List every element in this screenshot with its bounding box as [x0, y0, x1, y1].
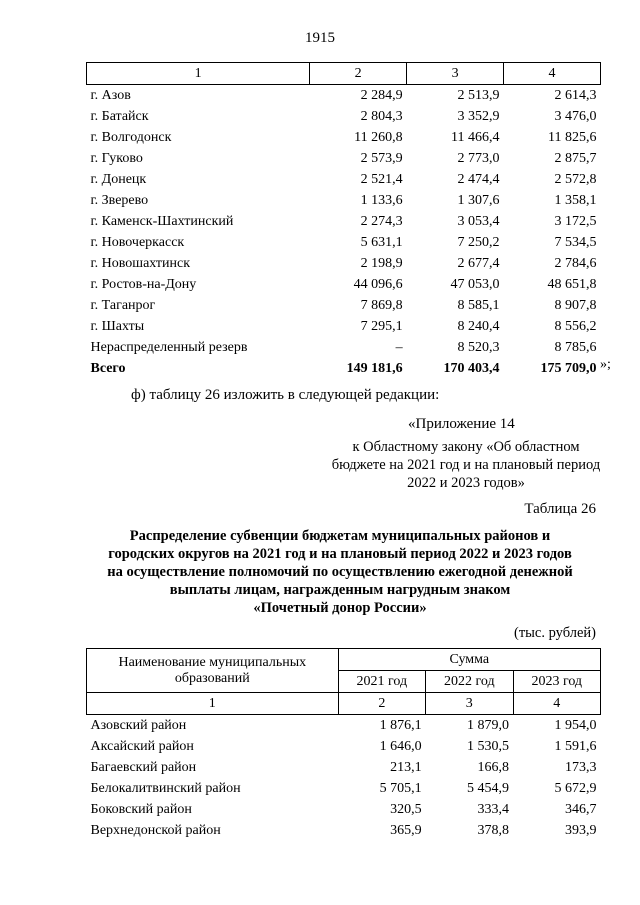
value-2021: 44 096,6: [353, 277, 403, 292]
header-cell: 3: [407, 63, 504, 85]
row-name: г. Азов: [90, 88, 131, 103]
value-2023: 3 476,0: [554, 109, 597, 124]
table-row: [87, 736, 601, 757]
value-2021: 2 521,4: [360, 172, 403, 187]
value-2021: 2 274,3: [360, 214, 403, 229]
table-row: [87, 85, 601, 107]
value-2021: 2 573,9: [360, 151, 403, 166]
table-row: [87, 820, 601, 841]
row-name: Белокалитвинский район: [90, 781, 241, 796]
row-name: Аксайский район: [90, 739, 194, 754]
year-cell: 2023 год: [513, 671, 600, 693]
value-2022: 378,8: [477, 823, 510, 838]
row-name: г. Новошахтинск: [90, 256, 191, 271]
value-2022: 2 677,4: [457, 256, 500, 271]
table-row: [87, 274, 601, 295]
table-row: [87, 253, 601, 274]
table-row: [87, 715, 601, 737]
budget-table-cities: [86, 62, 601, 379]
header-cell: 4: [504, 63, 601, 85]
value-2023: 1 954,0: [554, 718, 597, 733]
row-name: Верхнедонской район: [90, 823, 221, 838]
value-2023: 173,3: [565, 760, 597, 775]
value-2023: 11 825,6: [548, 130, 597, 145]
value-2022: 3 352,9: [457, 109, 500, 124]
value-2021: 2 284,9: [360, 88, 403, 103]
row-name: г. Шахты: [90, 319, 145, 334]
table-row: [87, 316, 601, 337]
value-2023: 2 875,7: [554, 151, 597, 166]
value-2022: 166,8: [477, 760, 510, 775]
amendment-paragraph: ф) таблицу 26 изложить в следующей редакции:: [131, 387, 440, 403]
table-row: [87, 232, 601, 253]
row-name: г. Ростов-на-Дону: [90, 277, 197, 292]
value-2021: 1 646,0: [379, 739, 422, 754]
total-label: Всего: [90, 361, 126, 376]
title-line: «Почетный донор России»: [253, 600, 427, 616]
total-suffix: »;: [600, 357, 611, 372]
value-2022: 1 879,0: [467, 718, 510, 733]
year-cell: 2021 год: [338, 671, 425, 693]
value-2021: 5 631,1: [360, 235, 403, 250]
value-2021: 5 705,1: [379, 781, 422, 796]
row-name: г. Каменск-Шахтинский: [90, 214, 234, 229]
total-value-2023: 175 709,0: [540, 361, 597, 376]
page-number: 1915: [305, 30, 335, 46]
number-row: [87, 693, 601, 715]
table-row: [87, 295, 601, 316]
table-row: [87, 778, 601, 799]
row-name: г. Таганрог: [90, 298, 156, 313]
number-cell: 2: [338, 693, 425, 715]
row-name: Багаевский район: [90, 760, 197, 775]
value-2023: 1 358,1: [554, 193, 597, 208]
row-name: г. Донецк: [90, 172, 147, 187]
value-2023: 393,9: [565, 823, 597, 838]
value-2021: 11 260,8: [354, 130, 403, 145]
value-2022: 8 240,4: [457, 319, 500, 334]
value-2022: 1 307,6: [457, 193, 500, 208]
value-2021: 7 295,1: [360, 319, 403, 334]
table-header-row: [87, 63, 601, 85]
number-cell: 3: [426, 693, 513, 715]
table-row: [87, 190, 601, 211]
appendix-label: «Приложение 14: [408, 416, 515, 432]
value-2023: 8 907,8: [554, 298, 597, 313]
total-value-2022: 170 403,4: [443, 361, 500, 376]
value-2021: 320,5: [390, 802, 422, 817]
title-line: городских округов на 2021 год и на плановый период 2022 и 2023 годов: [108, 546, 572, 562]
header-row: [87, 649, 601, 671]
value-2022: 8 520,3: [457, 340, 500, 355]
row-name: г. Гуково: [90, 151, 143, 166]
title-line: на осуществление полномочий по осуществлению ежегодной денежной: [107, 564, 573, 580]
value-2022: 5 454,9: [467, 781, 510, 796]
row-name: г. Новочеркасск: [90, 235, 185, 250]
value-2023: 5 672,9: [554, 781, 597, 796]
header-sum-cell: Сумма: [338, 649, 600, 671]
number-cell: 1: [87, 693, 339, 715]
value-2022: 2 474,4: [457, 172, 500, 187]
table-row: [87, 337, 601, 358]
value-2023: 48 651,8: [547, 277, 597, 292]
header-cell: 2: [310, 63, 407, 85]
value-2021: 365,9: [390, 823, 422, 838]
value-2023: 1 591,6: [554, 739, 597, 754]
year-cell: 2022 год: [426, 671, 513, 693]
row-name: г. Зверево: [90, 193, 149, 208]
value-2023: 2 614,3: [554, 88, 597, 103]
value-2022: 47 053,0: [450, 277, 500, 292]
table-title: [80, 527, 600, 617]
value-2022: 3 053,4: [457, 214, 500, 229]
table-row: [87, 799, 601, 820]
table-row: [87, 106, 601, 127]
units-label: (тыс. рублей): [514, 625, 596, 641]
value-2021: 1 133,6: [360, 193, 403, 208]
value-2023: 346,7: [565, 802, 597, 817]
table-row: [87, 169, 601, 190]
row-name: г. Волгодонск: [90, 130, 172, 145]
value-2022: 2 513,9: [457, 88, 500, 103]
total-value-2021: 149 181,6: [346, 361, 403, 376]
row-name: Боковский район: [90, 802, 192, 817]
value-2022: 333,4: [477, 802, 510, 817]
value-2022: 11 466,4: [451, 130, 500, 145]
value-2022: 8 585,1: [457, 298, 500, 313]
title-line: Распределение субвенции бюджетам муниципальных районов и: [129, 528, 551, 544]
value-2023: 7 534,5: [554, 235, 597, 250]
value-2023: 2 784,6: [554, 256, 597, 271]
table-row: [87, 148, 601, 169]
table-row: [87, 211, 601, 232]
table-row: [87, 127, 601, 148]
value-2021: 213,1: [390, 760, 422, 775]
table-row: [87, 757, 601, 778]
row-name: Нераспределенный резерв: [90, 340, 248, 355]
value-2021: 7 869,8: [360, 298, 403, 313]
subvention-table: [86, 648, 601, 841]
total-row: [87, 358, 601, 379]
value-2022: 7 250,2: [457, 235, 500, 250]
value-2021: –: [395, 340, 403, 355]
row-name: г. Батайск: [90, 109, 149, 124]
table-body: [87, 85, 601, 359]
header-name-cell: Наименование муниципальных образований: [87, 649, 339, 693]
value-2021: 2 804,3: [360, 109, 403, 124]
value-2023: 8 556,2: [554, 319, 597, 334]
appendix-note: к Областному закону «Об областном бюджете на 2021 год и на плановый период 2022 и 2023 годов»: [331, 439, 601, 491]
table-body: [87, 715, 601, 842]
header-cell: 1: [87, 63, 310, 85]
value-2022: 1 530,5: [467, 739, 510, 754]
value-2023: 8 785,6: [554, 340, 597, 355]
value-2023: 2 572,8: [554, 172, 597, 187]
number-cell: 4: [513, 693, 600, 715]
table-label: Таблица 26: [524, 501, 596, 517]
value-2023: 3 172,5: [554, 214, 597, 229]
title-line: выплаты лицам, награжденным нагрудным знаком: [169, 582, 511, 598]
row-name: Азовский район: [90, 718, 187, 733]
value-2021: 1 876,1: [379, 718, 422, 733]
value-2021: 2 198,9: [360, 256, 403, 271]
value-2022: 2 773,0: [457, 151, 500, 166]
